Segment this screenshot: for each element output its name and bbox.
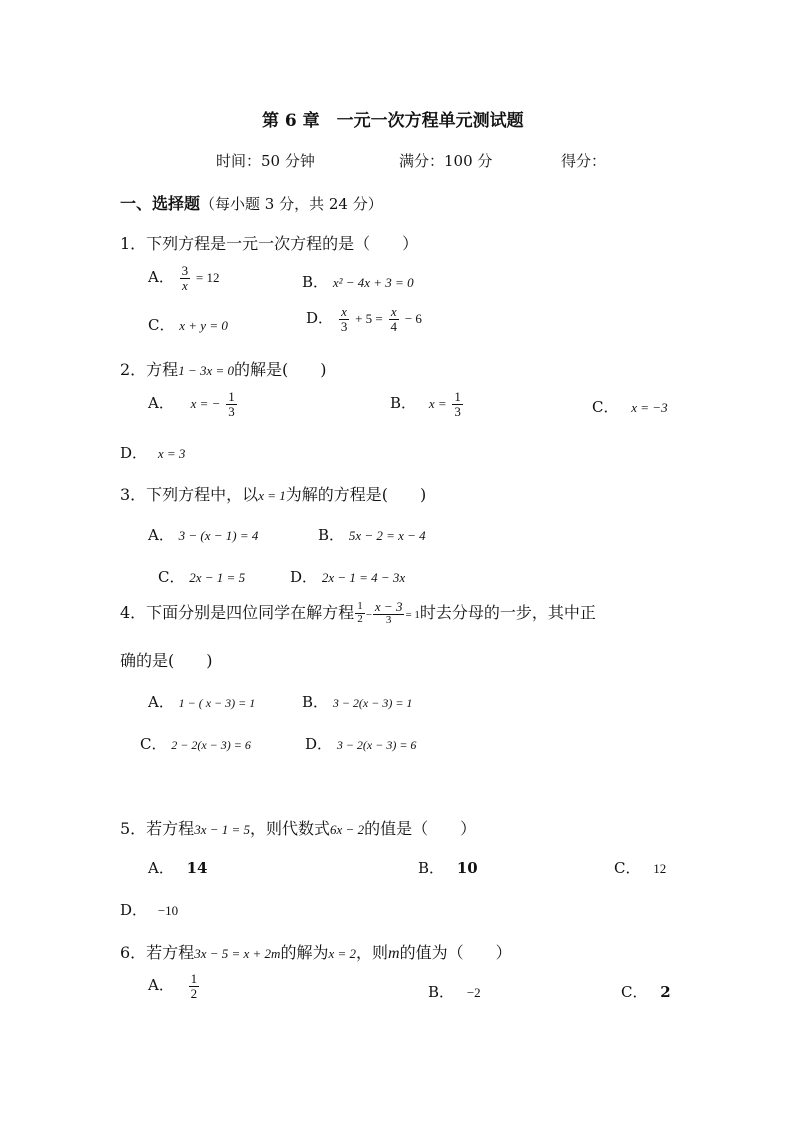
fraction: $\frac{x - 3}{3}$ bbox=[374, 599, 403, 627]
question-4-stem-line2: 确的是( ) bbox=[120, 651, 213, 670]
fraction: $\frac{1}{3}$ bbox=[228, 389, 235, 419]
q5-option-b: B． 10 bbox=[418, 859, 478, 877]
q3-option-d: D． 2x − 1 = 4 − 3x bbox=[290, 568, 406, 586]
q2-option-a: A． x = − $\frac{1}{3}$ bbox=[148, 389, 235, 419]
question-3-stem: 3．下列方程中，以x = 1为解的方程是( ) bbox=[120, 485, 427, 504]
page-title: 第 6 章 一元一次方程单元测试题 bbox=[262, 111, 524, 131]
q1-option-a: A． $\frac{3}{x}$ = 12 bbox=[148, 263, 220, 293]
q2-option-d: D． x = 3 bbox=[120, 444, 186, 462]
full-score: 满分：100 分 bbox=[399, 152, 493, 170]
q3-option-c: C． 2x − 1 = 5 bbox=[158, 568, 246, 586]
score-field: 得分： bbox=[561, 152, 607, 170]
q4-option-c: C． 2 − 2(x − 3) = 6 bbox=[140, 735, 251, 753]
q2-option-c: C． x = −3 bbox=[592, 398, 668, 416]
question-4-stem: 4．下面分别是四位同学在解方程 $\frac{1}{2}$ − $\frac{x - 3}{3}$ = 1时去分母的一步，其中正 bbox=[120, 599, 596, 627]
q1-option-c: C． x + y = 0 bbox=[148, 316, 228, 334]
fraction: $\frac{x}{3}$ bbox=[340, 304, 348, 334]
question-1-stem: 1．下列方程是一元一次方程的是（ ） bbox=[120, 234, 419, 253]
fraction: $\frac{3}{x}$ bbox=[181, 263, 189, 293]
q3-option-a: A． 3 − (x − 1) = 4 bbox=[148, 526, 259, 544]
q3-option-b: B． 5x − 2 = x − 4 bbox=[318, 526, 426, 544]
question-2-stem: 2．方程1 − 3x = 0的解是( ) bbox=[120, 360, 327, 379]
q6-option-a: A． $\frac{1}{2}$ bbox=[148, 971, 198, 1001]
time-limit: 时间：50 分钟 bbox=[216, 152, 315, 170]
q4-option-d: D． 3 − 2(x − 3) = 6 bbox=[305, 735, 417, 753]
section-label: 一、选择题 bbox=[120, 194, 201, 213]
q5-option-a: A． 14 bbox=[148, 859, 208, 877]
fraction: $\frac{1}{2}$ bbox=[190, 971, 198, 1001]
q1-option-d: D． $\frac{x}{3}$ + 5 = $\frac{x}{4}$ − 6 bbox=[306, 304, 422, 334]
q5-option-d: D． −10 bbox=[120, 901, 179, 919]
q6-option-b: B． −2 bbox=[428, 983, 481, 1001]
question-6-stem: 6．若方程3x − 5 = x + 2m的解为x = 2，则m的值为（ ） bbox=[120, 943, 512, 962]
section-heading bbox=[120, 191, 383, 214]
q5-option-c: C． 12 bbox=[614, 859, 667, 877]
fraction: $\frac{x}{4}$ bbox=[390, 304, 398, 334]
q4-option-b: B． 3 − 2(x − 3) = 1 bbox=[302, 693, 413, 711]
q2-option-b: B． x = $\frac{1}{3}$ bbox=[390, 389, 461, 419]
question-5-stem: 5．若方程3x − 1 = 5，则代数式6x − 2的值是（ ） bbox=[120, 819, 477, 838]
fraction: $\frac{1}{3}$ bbox=[454, 389, 461, 419]
section-note: （每小题 3 分，共 24 分） bbox=[200, 195, 383, 213]
q4-option-a: A． 1 − ( x − 3) = 1 bbox=[148, 693, 256, 711]
q1-option-b: B． x² − 4x + 3 = 0 bbox=[302, 273, 414, 291]
q6-option-c: C． 2 bbox=[621, 983, 671, 1001]
fraction: $\frac{1}{2}$ bbox=[357, 600, 363, 625]
